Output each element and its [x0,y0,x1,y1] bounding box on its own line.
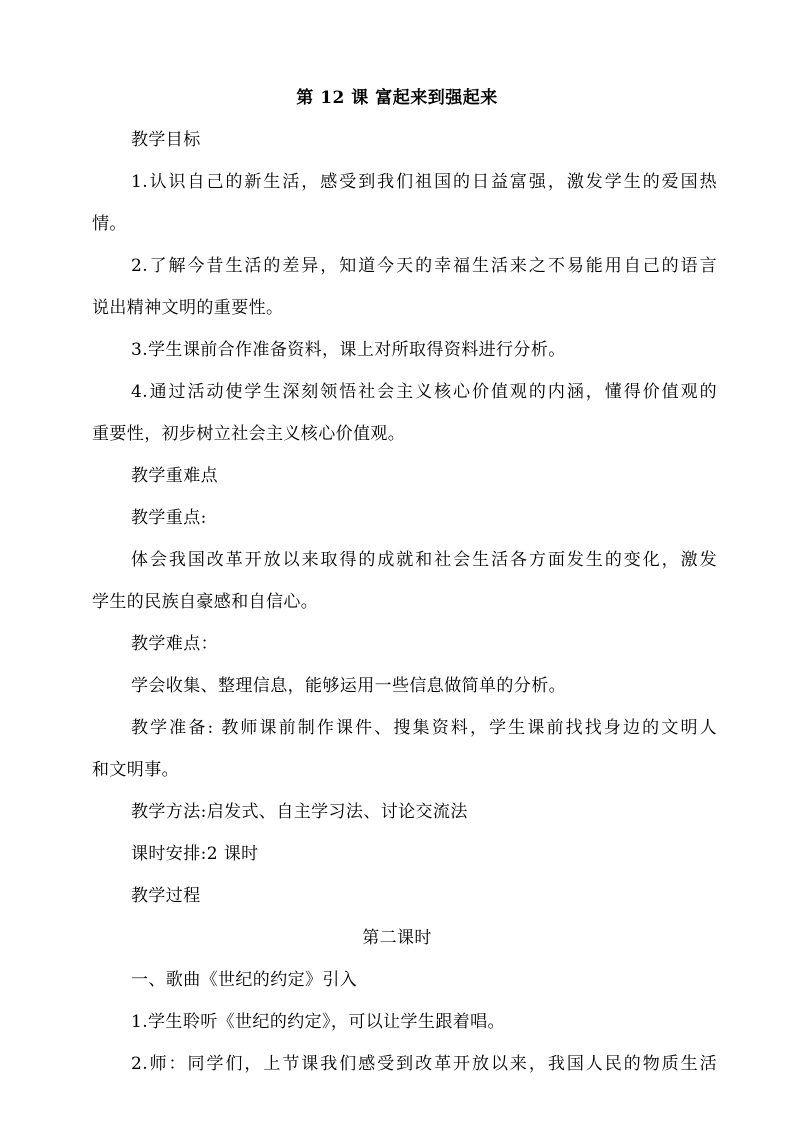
objective-1-line-2: 情。 [92,214,127,234]
key-point-line-2: 学生的民族自豪感和自信心。 [92,592,319,612]
objective-3: 3.学生课前合作准备资料，课上对所取得资料进行分析。 [131,340,566,360]
objective-1-line-1: 1.认识自己的新生活，感受到我们祖国的日益富强，激发学生的爱国热 [131,172,717,192]
section-heading-process: 教学过程 [131,886,201,906]
objective-4-line-1: 4.通过活动使学生深刻领悟社会主义核心价值观的内涵，懂得价值观的 [131,382,717,402]
lesson-title: 第 12 课 富起来到强起来 [296,88,498,108]
preparation-line-2: 和文明事。 [92,760,179,780]
section-heading-key-points: 教学重难点 [131,466,218,486]
subheading-key-point: 教学重点: [131,508,207,528]
objective-2-line-2: 说出精神文明的重要性。 [92,298,284,318]
step-1-heading: 一、歌曲《世纪的约定》引入 [131,970,358,990]
step-1-item-1: 1.学生聆听《世纪的约定》，可以让学生跟着唱。 [131,1012,505,1032]
preparation-line-1: 教学准备: 教师课前制作课件、搜集资料，学生课前找找身边的文明人 [131,718,717,738]
objective-2-line-1: 2.了解今昔生活的差异，知道今天的幸福生活来之不易能用自己的语言 [131,256,717,276]
teaching-methods: 教学方法:启发式、自主学习法、讨论交流法 [131,802,468,822]
class-schedule: 课时安排:2 课时 [131,844,259,864]
lesson-period-heading: 第二课时 [362,928,432,948]
section-heading-objectives: 教学目标 [131,130,201,150]
objective-4-line-2: 重要性，初步树立社会主义核心价值观。 [92,424,406,444]
key-point-line-1: 体会我国改革开放以来取得的成就和社会生活各方面发生的变化，激发 [131,550,717,570]
subheading-difficult-point: 教学难点： [131,634,218,654]
difficult-point-text: 学会收集、整理信息，能够运用一些信息做简单的分析。 [131,676,566,696]
step-1-item-2: 2.师：同学们，上节课我们感受到改革开放以来，我国人民的物质生活 [131,1054,717,1074]
